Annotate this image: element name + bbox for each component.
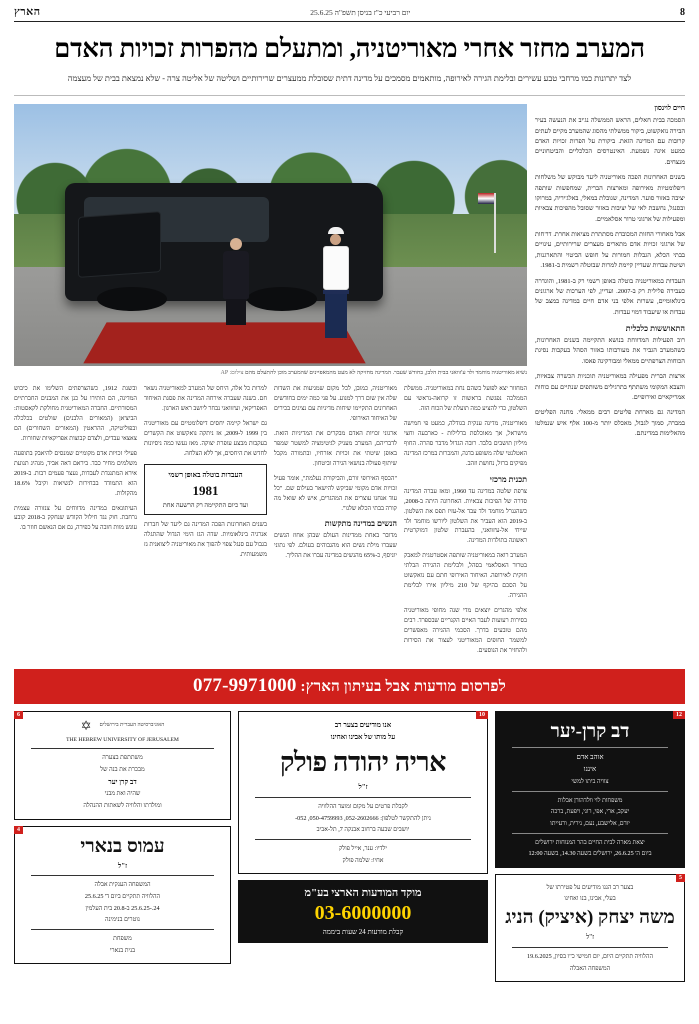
- lower-columns: [14, 384, 527, 660]
- photo-flag: [494, 193, 496, 253]
- photo-open-door: [78, 211, 161, 278]
- paragraph: העיתונאים במדינה מדווחים על צנזורה עצמית נרחבת. חוק נגד חילול הקודש שנחקק ב-2018 קובע עונש מוות חובה על כפירה, גם אם הנאשם חוזר בו.: [14, 504, 137, 532]
- section-title-crisis: תכנית מרכזי: [489, 474, 527, 484]
- ad-line: ילדיו: ענר, אייל פולק: [338, 844, 388, 852]
- ad-line: בנית בנארי: [109, 946, 136, 954]
- ad-line: ניתן להתקשר לטלפון: 052-2602666, 050-4759993, 052-: [295, 814, 431, 822]
- photo-credit: צילום: AP: [220, 370, 244, 377]
- paragraph: ובשנת 1912, כשהצרפתים השלימו את כיבוש המדינה, הם הותירו על כנן את המבנים החברתיים המסורתיים. החברה המאוריטנית מחולקת לקאסטות: הביצ'אן (המאורים הלבנים) שולטים בכלכלה ובפוליטיקה, ההראטין (המאורים השחורים) הם צאצאי עבדים, ולצדם קבוצות אפריקאיות שחורות.: [14, 385, 138, 443]
- paragraph: פעילי זכויות אדם מקומיים שמנסים להיאבק בתופעה משלמים מחיר כבד. ביראם דאה אביד, מנהיג תנועת אירא המתנגדת לעבדות, נעצר פעמים רבות. ב-2019 הוא התמודד בבחירות לנשיאות וקיבל 18.6% מהקולות.: [14, 449, 137, 497]
- newspaper-brand: הארץ: [14, 6, 41, 18]
- column-right: [535, 104, 685, 444]
- ad-dov-karnier[interactable]: [495, 711, 685, 868]
- paragraph: בשנים האחרונות הפכה המדינה גם ליעד של חברות אנרגיה בינלאומיות. שדה הגז הימי הגדול שהתגלה בגבול עם סנגל צפוי להפוך את מאוריטניה ליצואנית גז משמעותית.: [144, 521, 267, 559]
- university-logo-english: THE HEBREW UNIVERSITY OF JERUSALEM: [66, 736, 179, 743]
- paragraph: ארצות הברית מפעילה במאוריטניה תוכניות הכשרה צבאיות, והצבא המקומי משתתף בתרגילים משותפים שנתיים עם כוחות אמריקאיים ואירופיים.: [535, 373, 685, 401]
- ad-line: אחיו: שלמה פולק: [342, 856, 384, 864]
- obituary-ad-banner[interactable]: [14, 669, 685, 704]
- university-logo-hebrew: האוניברסיטה העברית בירושלים: [99, 722, 165, 729]
- paragraph: מדובר באחת ממדינות העולם שבהן אחוז הנשים שעברו מילת נשים הוא מהגבוהים בעולם. לפי נתוני יוניסף, כ-65% מהנשים במדינה עברו את ההליך.: [274, 532, 397, 560]
- ad-arye-yehuda-polk[interactable]: [238, 711, 488, 875]
- paragraph: העבדות במאוריטניה בוטלה באופן רשמי רק ב-1981, והוגדרה כעבירה פלילית רק ב-2007. ועדיין, לפי הערכות של ארגונים בינלאומיים, עשרות אלפי בני אדם חיים במדינה במצב של עבדות או שיעבוד דמוי עבדות.: [535, 277, 686, 316]
- ad-line: אוהב אדם: [576, 752, 604, 761]
- ad-line: ומולדתו והלוויה לשאתות ההנהלה: [83, 802, 162, 810]
- lower-column-1: [14, 384, 137, 660]
- ad-line: יושבים שבעה ברחוב אבנקה 7, תל-אביב: [316, 826, 410, 834]
- paragraph: המחזור יצא לפועל כשהם נחת במאוריטניה. ממשלת הממלכה נפגשת בראשות זו קרואה-נראשי עם השלטון, כדי להציע כמה תועלת של הכוח הזה.: [404, 385, 527, 413]
- ad-line: המשפחה האבלה: [569, 964, 611, 972]
- photo-caption: [14, 369, 527, 377]
- ad-line: 24.-25.6.25 ב-20.8 בית העלמין: [85, 904, 160, 912]
- ad-line: יורם, אלישבע, נעם, נירית, ורעייתו: [550, 820, 630, 828]
- paragraph: בשנים האחרונות הפכה מאוריטניה ליעד מבוקש של משלחות דיפלומטיות מאירופה ומארצות הברית, שמחפשות שותפה יציבה באזור סוער. המדינה, שגובלת במאלי, באלג'יריה, במרוקו ובסנגל, נחשבת לאי של יציבות באזור שסובל מהפיכות צבאיות ומפעילות של ארגוני טרור אסלאמיים.: [535, 174, 685, 223]
- ad-hebrew-university[interactable]: [14, 711, 231, 820]
- ad-line: יעקב, ארי, אפי, רוני, ויפעת, ברכה: [550, 808, 630, 816]
- ad-line: על מותו של אבינו ואחינו: [330, 733, 396, 742]
- ad-line: נוטרים בנימינה: [105, 916, 140, 924]
- obituary-ads: [14, 711, 685, 989]
- ad-banner-phone: 077-9971000: [193, 674, 297, 696]
- ad-line: משתתפת בצערה: [102, 754, 143, 762]
- article-photo: [14, 104, 527, 366]
- byline: חיים לוינסון: [654, 104, 685, 113]
- page-number: 8: [680, 6, 685, 18]
- photo-caption-text: נשיא מאוריטניה מוחמד ולד ע'זוואני בבית הלבן, בחודש שעבר. המדינה מחזיקה לא מעט מהמאפיינים שהמערב מוכן להתעלם מהם: [244, 370, 527, 377]
- pullquote-year: 1981: [192, 483, 219, 499]
- ad-honorific: ז"ל: [585, 933, 595, 942]
- paragraph: "הכסף האירופי זורם, והביקורת נעלמת", אומר פעיל זכויות אדם מקומי שביקש להישאר בעילום שם. "כל עוד אנחנו עוצרים את המהגרים, איש לא שואל מה קורה בבתי הכלא שלנו".: [274, 474, 397, 512]
- ad-line: משפחת: [113, 934, 132, 942]
- pullquote-box: [144, 464, 267, 515]
- deceased-name: דב קרן-יער: [550, 720, 630, 742]
- ad-banner-text: לפרסום מודעות אבל בעיתון הארץ:: [300, 678, 506, 695]
- university-logo-row: [21, 718, 224, 734]
- ad-honorific: ז"ל: [117, 861, 128, 870]
- photo-figure-suit: [219, 238, 253, 324]
- paragraph: צרפת שלטה במדינה עד 1960, ומאז עברה המדינה סדרה של הפיכות צבאיות. האחרונה היתה ב-2008, כשהגנרל מוחמד ולד עבד אל-עזיז תפס את השלטון. ב-2019 הוא העביר את השלטון ליורשו מוחמד ולד שייח' אל-ע'זוואני, בהעברת שלטון דמוקרטית ראשונה בתולדות המדינה.: [404, 487, 527, 545]
- paragraph: למרות כל אלה, היחס של המערב למאוריטניה נשאר חם. בשנה שעברה אירחה המדינה את פסגת האיחוד האפריקאי, וע'זוואני נבחר ליושב ראש הארגון.: [144, 385, 267, 413]
- lower-column-4: [404, 384, 527, 660]
- lower-column-2: [144, 384, 267, 660]
- ad-line: מבכרת את בנה של: [100, 765, 145, 773]
- ad-amos-benari[interactable]: [14, 826, 231, 965]
- ad-line: משפחות לוי וולדהורן אבלות: [557, 796, 623, 804]
- moked-phone: 03-6000000: [314, 902, 412, 925]
- photo-figure-marine: [317, 227, 355, 335]
- ad-line: לקבלת פרטים על מקום ומועד ההלוויה: [318, 803, 408, 811]
- pullquote-title: העבדות בוטלה באופן רשמי: [168, 470, 243, 479]
- ad-line: ההלוויה תתקיים ביום ד' 25.6.25: [84, 893, 161, 901]
- pullquote-sub: ועד כיום התקיימה רק הרשעה אחת: [162, 502, 249, 510]
- paragraph: אלפי מהגרים יוצאים מדי שנה מחופי מאוריטניה בסירות רעועות לעבר האיים הקנריים שבספרד. רבים מהם טובעים בדרך. הסכמי ההגירה מאפשרים למשמר החופים המאוריטני לעצור את הסירות ולהחזיר את הנוסעים.: [404, 606, 527, 654]
- column-main: [14, 104, 527, 660]
- ad-line: אנו מודיעים בצער רב: [334, 720, 392, 729]
- ad-line: ההלוויה תתקיים היום, יום חמישי כ"ו בסיון, 19.6.2025: [526, 952, 654, 960]
- paragraph: רוב הפעילות המדווחת בנושא התקיימה בשנים האחרונות, כשהמערב הגביר את מעורבותו באזור הסהל בעקבות נסיגת הכוחות הצרפתיים ממאלי ומבורקינה פאסו.: [535, 337, 685, 365]
- article-subhead: לצד יתרונות כמו מרחבי טבע עשירים ובלימת הגירה לאירופה, מותאמים מסמכים על מדינה דתית שסובלת ממעצרים שרירותיים ושליטה של אליטה צרה - שלא נמצאת בבית של מעצמה: [67, 74, 632, 83]
- ads-column-left: [14, 711, 231, 971]
- ad-line: המשפחה הענקית אבלה: [94, 881, 151, 889]
- paragraph: גם ישראל קיימה יחסים דיפלומטיים עם מאוריטניה בין 1999 ל-2009, אז ניתקה נואקשוט את הקשרים בעקבות מבצע עופרת יצוקה. מאז נעשו כמה ניסיונות לחדש את היחסים, אך ללא הצלחה.: [144, 420, 267, 457]
- ad-line: ביום ה' 26.6.25, ירושלים בשעה 14.30, בשעה 12:00: [528, 850, 652, 858]
- issue-date: יום רביעי כ"ז בניסן תשפ"ה 25.6.25: [310, 7, 411, 17]
- section-title-economy: התאוששות כלכלית: [625, 324, 685, 334]
- ads-column-right: [495, 711, 685, 989]
- article-headline: המערב מחזר אחרי מאוריטניה, ומתעלם מהפרות זכויות האדם: [54, 34, 645, 63]
- paragraph: המערב רואה במאוריטניה שותפה אסטרטגית למאבק בטרור האסלאמי בסהל, ולבלימת ההגירה הבלתי חוקית לאירופה. האיחוד האירופי חתם עם נואקשוט על הסכם בהיקף של 210 מיליון אירו לבלימת ההגירה.: [404, 552, 527, 599]
- paragraph: מאוריטניה, מדינה ענקית בגודלה, כמעט פי חמישה מישראל, אך מאוכלסת בדלילות - כארבעה וחצי מיליון תושבים בלבד. רובה הגדול מדבר סהרה. החוף האטלנטי שלה משופע בדגה, והמכרות במרכז המדינה מפיקים ברזל, נחושת וזהב.: [404, 420, 527, 467]
- deceased-name: משה יצחק (איציק) הניג: [505, 907, 675, 929]
- moked-sub: קבלת מודעות 24 שעות ביממה: [322, 928, 404, 937]
- ad-line: יצאת מארה לבית החיים בהר המנוחות ירושלים: [535, 838, 645, 846]
- section-title-struggle: הנשים במדינה מתקשות: [324, 519, 397, 529]
- photo-block: [14, 104, 527, 377]
- article-body: [14, 104, 685, 660]
- ad-line: דב קרן יער: [108, 777, 137, 786]
- paragraph: מאוריטניה, כמובן, לכל מקום שמגיעות את השדות שלה אין שום דרך למנוע. על פני כמה ימים בחודשים האחרונים התקיימו שיחות מדיניות עם נציגים בכירים של האיחוד האירופי.: [274, 385, 397, 423]
- lower-column-3: [274, 384, 397, 660]
- paragraph: ארגוני זכויות האדם מבקרים את המדיניות הזאת. לדבריהם, המערב מעניק לגיטימציה למשטר שמפר באופן שיטתי את זכויות אזרחיו, ובתמורה מקבל שיתוף פעולה בנושאי הגירה וביטחון.: [274, 430, 397, 467]
- ad-moshe-yitzhak-hanig[interactable]: [495, 874, 685, 982]
- paragraph: המדינה גם מארחת פליטים רבים ממאלי. מחנה הפליטים במברה, סמוך לגבול, מאכלס יותר מ-100 אלף איש שנמלטו מהאלימות במדינתם.: [535, 409, 685, 438]
- ad-line: צוויה ביתו למשי: [571, 778, 609, 786]
- ad-moked-hamodaot[interactable]: [238, 880, 488, 943]
- ad-tag: 6: [14, 711, 23, 719]
- ads-column-middle: [238, 711, 488, 944]
- ad-line: איננו: [583, 765, 597, 774]
- ad-tag: 12: [673, 711, 685, 719]
- masthead: [14, 6, 685, 22]
- ad-honorific: ז"ל: [358, 783, 368, 792]
- ad-line: שהיה ואת מבני: [104, 790, 141, 798]
- ad-line: בעלי, אבינו, בנו ואחינו: [564, 895, 616, 903]
- moked-title: מוקד המודעות הארצי בע"מ: [304, 887, 422, 900]
- headline-block: [14, 34, 685, 85]
- header-divider: [14, 95, 685, 96]
- ad-tag: 4: [14, 826, 23, 834]
- ad-tag: 10: [476, 711, 488, 719]
- paragraph: אבל מאחורי החזות המכובדת מסתתרת מציאות אחרת. דו"חות של ארגוני זכויות אדם מתארים מעצרים שרירותיים, עינויים בבתי הכלא, הגבלות חמורות על חופש הביטוי והתארגנות, ושיטת עבדות שעדיין קיימת למרות שבוטלה רשמית ב-1981.: [535, 231, 685, 270]
- paragraph: הסמכה בבית חאלים, הראש הממשלה נג'יב את הנעשה בעיר הבירה נואקשוט, ביקור ממשלתי מהסוג שהמערב מקיים לעתים קרובות עם המדינה הזאת. ביקורת על הפרות זכויות האדם כמעט אינה נשמעת. האינטרסים הכלכליים והביטחוניים מנצחים.: [534, 117, 685, 166]
- university-seal-icon: ✡: [80, 717, 92, 733]
- ad-line: בצער רב הננו מודיעים על פטירתו של: [546, 883, 634, 891]
- deceased-name: עמוס בנארי: [80, 835, 165, 857]
- ad-tag: 5: [676, 874, 685, 882]
- deceased-name: אריה יהודה פולק: [280, 747, 446, 778]
